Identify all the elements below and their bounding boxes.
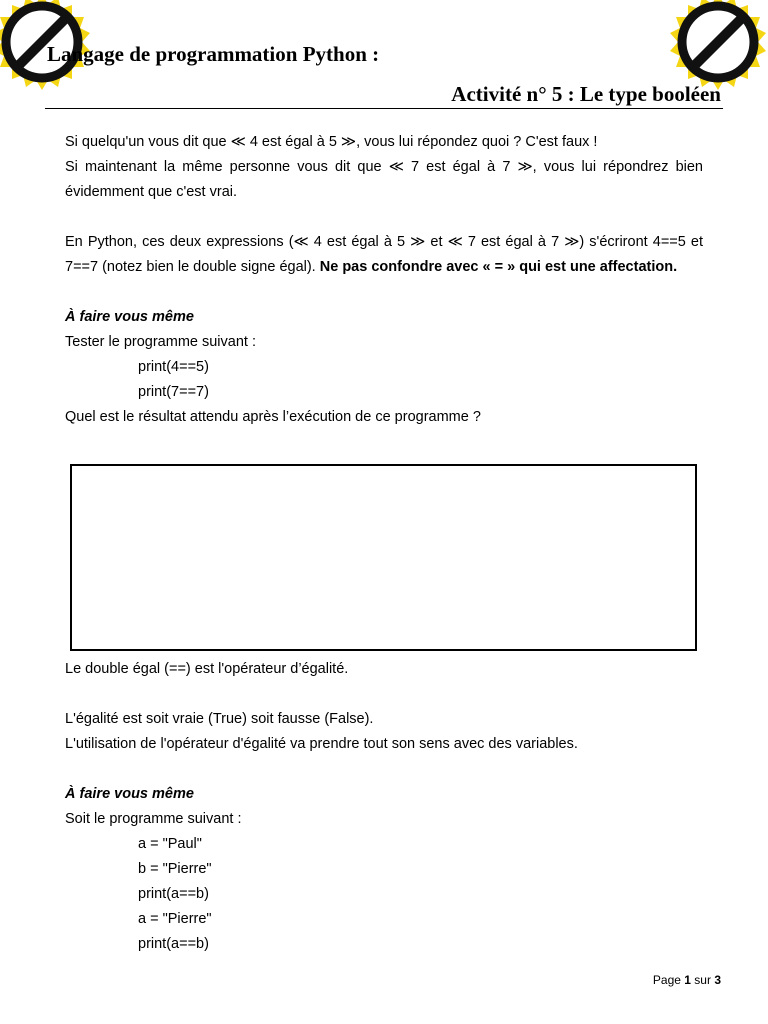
code-line: b = "Pierre" bbox=[138, 861, 212, 877]
intro-paragraph-3 bbox=[65, 230, 703, 280]
equality-paragraph-2: L'égalité est soit vraie (True) soit fausse (False). bbox=[65, 711, 374, 727]
code-line: a = "Pierre" bbox=[138, 911, 212, 927]
document-title: Langage de programmation Python : bbox=[47, 42, 380, 66]
code-line: print(4==5) bbox=[138, 359, 209, 375]
total-pages: 3 bbox=[714, 973, 721, 987]
exercise-1-heading: À faire vous même bbox=[65, 309, 194, 325]
intro-paragraph-3-text: En Python, ces deux expressions (≪ 4 est égal à 5 ≫ et ≪ 7 est égal à 7 ≫) s'écriront 4==5 et 7==7 (notez bien le double signe égal). bbox=[65, 234, 703, 275]
exercise-1-question: Quel est le résultat attendu après l’exécution de ce programme ? bbox=[65, 409, 481, 425]
intro-paragraph-2: Si maintenant la même personne vous dit que ≪ 7 est égal à 7 ≫, vous lui répondrez bien évidemment que c'est vrai. bbox=[65, 159, 703, 200]
header-divider bbox=[45, 108, 723, 109]
equality-paragraph-3: L'utilisation de l'opérateur d'égalité va prendre tout son sens avec des variables. bbox=[65, 736, 578, 752]
current-page: 1 bbox=[684, 973, 691, 987]
code-line: print(a==b) bbox=[138, 886, 209, 902]
page-label: Page bbox=[652, 973, 681, 987]
exercise-2-heading: À faire vous même bbox=[65, 786, 194, 802]
of-label: sur bbox=[694, 973, 711, 987]
code-line: a = "Paul" bbox=[138, 836, 202, 852]
activity-title: Activité n° 5 : Le type booléen bbox=[451, 82, 721, 106]
no-entry-badge-icon bbox=[668, 0, 768, 92]
exercise-2-intro: Soit le programme suivant : bbox=[65, 811, 242, 827]
warning-text: Ne pas confondre avec « = » qui est une affectation. bbox=[319, 259, 678, 275]
page-number bbox=[653, 973, 721, 987]
equality-paragraph-1: Le double égal (==) est l'opérateur d’égalité. bbox=[65, 661, 349, 677]
exercise-1-intro: Tester le programme suivant : bbox=[65, 334, 256, 350]
equality-section bbox=[65, 657, 703, 957]
code-line: print(a==b) bbox=[138, 936, 209, 952]
code-line: print(7==7) bbox=[138, 384, 209, 400]
intro-paragraph-1: Si quelqu'un vous dit que ≪ 4 est égal à 5 ≫, vous lui répondez quoi ? C'est faux ! bbox=[65, 134, 598, 150]
answer-box[interactable] bbox=[70, 464, 697, 651]
intro-section bbox=[65, 130, 703, 430]
